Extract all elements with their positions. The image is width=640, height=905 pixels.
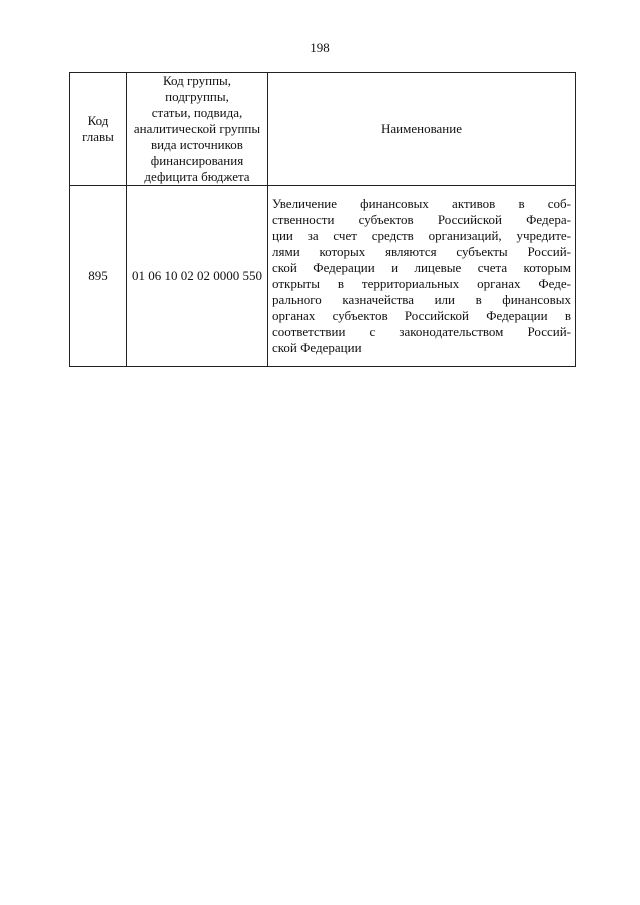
name-text-line: лями которых являются субъекты Россий- <box>272 244 571 259</box>
name-text-line: ской Федерации и лицевые счета которым <box>272 260 571 275</box>
header-chapter-code-line: Код <box>87 113 109 128</box>
page-number: 198 <box>310 40 330 55</box>
header-source-code-line: финансирования <box>150 153 244 168</box>
header-source-code-line: вида источников <box>151 137 243 152</box>
header-source-code-line: Код группы, подгруппы, <box>162 73 232 104</box>
cell-chapter-code: 895 <box>70 186 127 367</box>
name-text-line: рального казначейства или в финансовых <box>272 292 571 307</box>
name-text-line: ции за счет средств организаций, учредите- <box>272 228 571 243</box>
table-header-row <box>70 73 576 186</box>
name-text-line: открыты в территориальных органах Феде- <box>272 276 571 291</box>
name-text-line: Увеличение финансовых активов в соб- <box>272 196 571 211</box>
header-source-code-line: аналитической группы <box>133 121 261 136</box>
header-source-code-line: статьи, подвида, <box>151 105 243 120</box>
name-text-line: ственности субъектов Российской Федера- <box>272 212 571 227</box>
table-row <box>70 186 576 367</box>
header-chapter-code-line: главы <box>82 129 114 144</box>
name-text-line: органах субъектов Российской Федерации в <box>272 308 571 323</box>
name-text-line: ской Федерации <box>272 340 362 355</box>
cell-source-code: 01 06 10 02 02 0000 550 <box>127 186 268 367</box>
header-chapter-code <box>70 73 127 186</box>
header-name: Наименование <box>268 73 576 186</box>
name-text-line: соответствии с законодательством Россий- <box>272 324 571 339</box>
budget-sources-table <box>69 72 576 367</box>
cell-name <box>268 186 576 367</box>
header-source-code-line: дефицита бюджета <box>144 169 250 184</box>
header-source-code <box>127 73 268 186</box>
